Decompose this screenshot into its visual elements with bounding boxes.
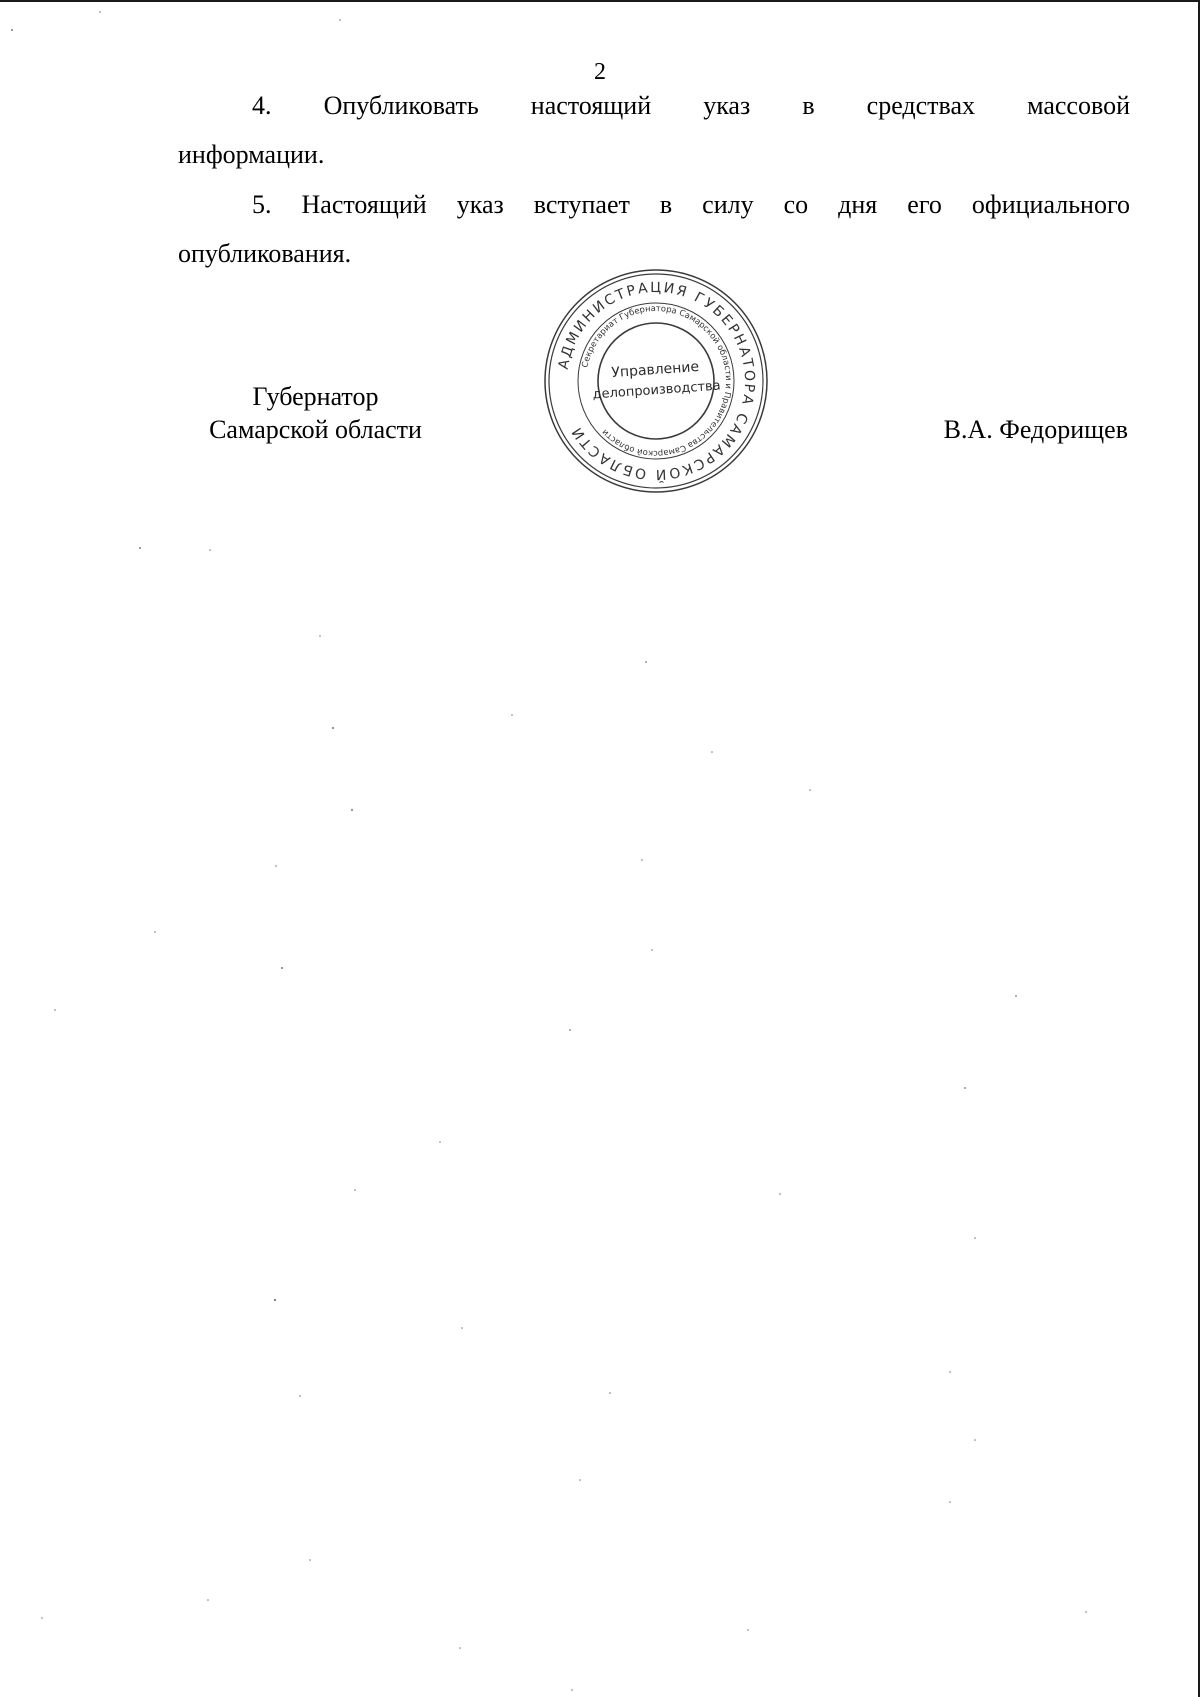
paragraph-5-line-1: 5. Настоящий указ вступает в силу со дня его официального xyxy=(252,190,1130,219)
seal-middle-text: Секретариат Губернатора Самарской области и Правительства Самарской области xyxy=(579,302,735,460)
seal-graphic xyxy=(541,266,771,496)
paragraph-5 xyxy=(178,180,1130,278)
seal-center-line-2: делопроизводства xyxy=(592,378,722,403)
signatory-title-line-2: Самарской области xyxy=(209,415,422,444)
signatory-name: В.А. Федорищев xyxy=(943,415,1128,444)
page-top-edge xyxy=(0,0,1200,2)
signatory-title-line-1: Губернатор xyxy=(252,382,379,411)
paragraph-5-line-2: опубликования. xyxy=(178,239,352,268)
seal-center-line-1: Управление xyxy=(610,358,700,382)
paragraph-4-line-2: информации. xyxy=(178,140,325,169)
seal-outer-text: АДМИНИСТРАЦИЯ ГУБЕРНАТОРА САМАРСКОЙ ОБЛАСТИ xyxy=(555,279,758,483)
paragraph-4 xyxy=(178,81,1130,179)
official-seal xyxy=(541,266,771,496)
signatory-title xyxy=(178,380,453,446)
paragraph-4-line-1: 4. Опубликовать настоящий указ в средствах массовой xyxy=(252,91,1130,120)
page-number: 2 xyxy=(594,59,606,85)
